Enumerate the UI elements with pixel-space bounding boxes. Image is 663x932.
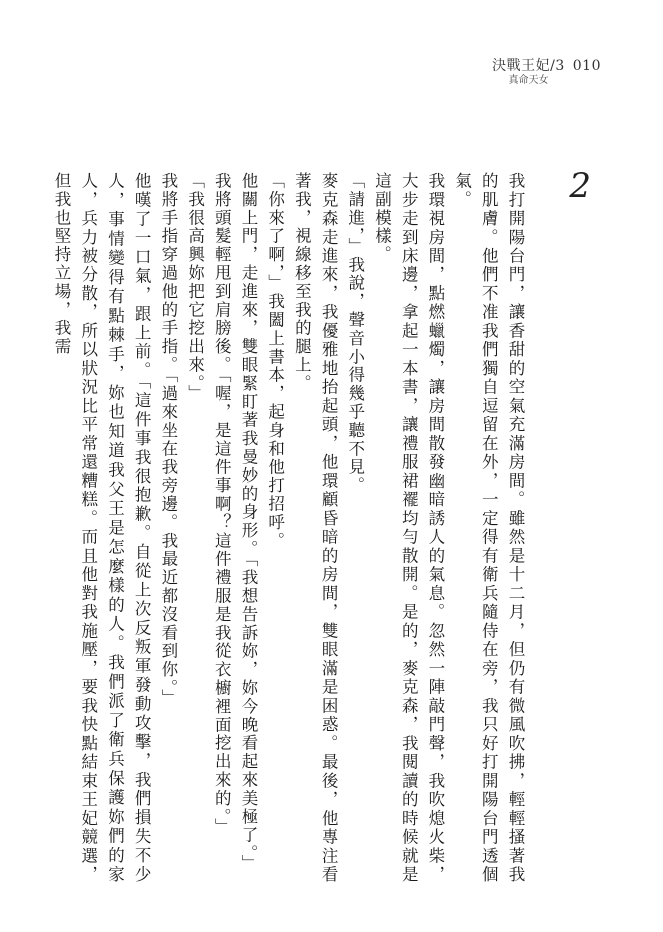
paragraph: 我將頭髮輕甩到肩膀後。「喔，是這件事啊？這件禮服是我從衣櫥裡面挖出來的。」 [212,172,232,837]
paragraph: 我將手指穿過他的手指。「過來坐在我旁邊。我最近都沒看到你。」 [158,172,178,708]
paragraph: 我打開陽台門，讓香甜的空氣充滿房間。雖然是十二月，但仍有微風吹拂，輕輕搔著我的肌膚。他們不准我們獨自逗留在外，一定得有衛兵隨侍在旁，我只好打開陽台門透個氣。 [452,172,525,884]
chapter-number: 2 [569,166,591,206]
book-title: 決戰王妃/3 [492,58,565,74]
header-titles [492,58,565,87]
paragraph: 他關上門，走進來，雙眼緊盯著我曼妙的身形。「我想告訴妳，妳今晚看起來美極了。」 [238,172,258,874]
paragraph: 麥克森走進來，我優雅地抬起頭，他環顧昏暗的房間，雙眼滿是困惑。最後，他專注看著我，視線移至我的腿上。 [292,172,339,884]
paragraph: 「你來了啊，」我闔上書本，起身和他打招呼。 [265,172,285,551]
book-subtitle: 真命天女 [508,75,549,86]
body-text [52,172,528,884]
page-header [492,58,601,87]
page-number: 010 [572,58,601,74]
paragraph: 「我很高興妳把它挖出來。」 [185,172,205,403]
paragraph: 他嘆了一口氣，跟上前。「這件事我很抱歉。自從上次反叛軍發動攻擊，我們損失不少人，事情變得有點棘手，妳也知道我父王是怎麼樣的人。我們派了衛兵保護妳們的家人，兵力被分散，所以狀況比平常還糟糕。而且他對我施壓，要我快點結束王妃競選，但我也堅持立場，我需 [52,172,152,884]
paragraph: 我環視房間，點燃蠟燭，讓房間散發幽暗誘人的氣息。忽然一陣敲門聲，我吹熄火柴，大步走到床邊，拿起一本書，讓禮服裙襬均勻散開。是的，麥克森，我閱讀的時候就是這副模樣。 [372,172,445,884]
paragraph: 「請進，」我說，聲音小得幾乎聽不見。 [345,172,365,495]
